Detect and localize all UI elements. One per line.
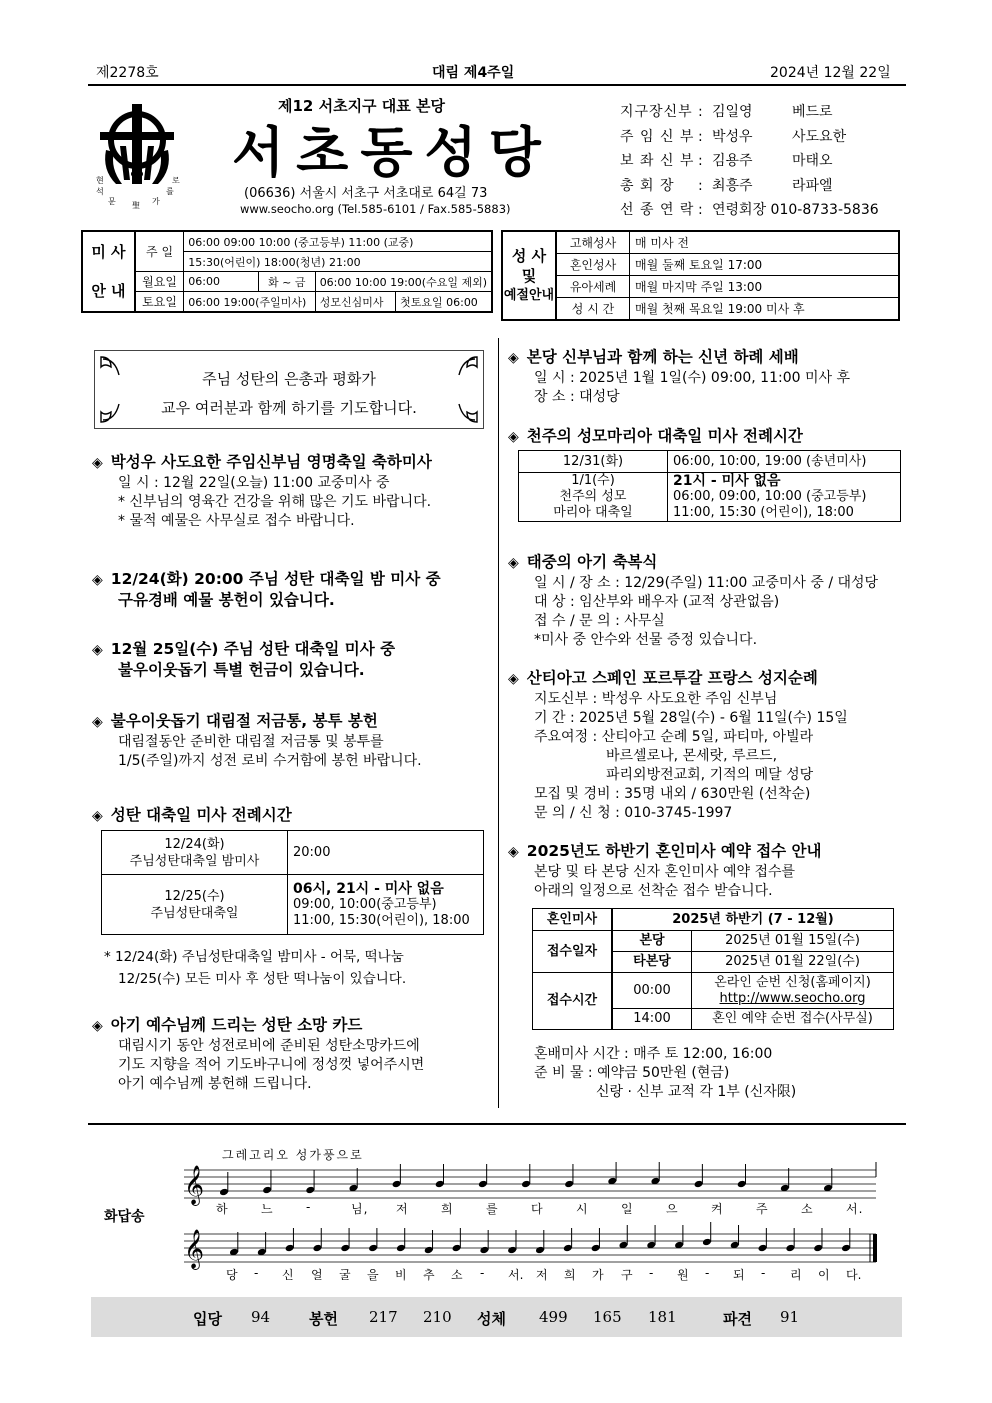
sacrament-label: 성 사 및 예절안내	[502, 231, 556, 320]
christmas-notes: * 12/24(화) 주님성탄대축일 밤미사 - 어묵, 떡나눔 12/25(수) 모든 미사 후 성탄 떡나눔이 있습니다.	[104, 949, 407, 987]
psalm-label: 화답송	[104, 1209, 145, 1225]
section-pilgrimage: ◈ 산티아고 스페인 포르투갈 프랑스 성지순례 지도신부 : 박성우 사도요한 주임 신부님 기 간 : 2025년 5월 28일(수) - 6월 11일(수) 15일 주요여정 : 산티아고 순례 5일, 파티마, 아빌라 바르셀로나, 몬세랏, 루르드, 파리외방전교회, 기적의 메달 성당 모집 및 경비 : 35명 내외 / 630만원 (선착순) 문 의 / 신 청 : 010-3745-1997	[508, 669, 848, 821]
mary-solemnity-table: 12/31(화) 06:00, 10:00, 19:00 (송년미사) 1/1(수) 천주의 성모 마리아 대축일 21시 - 미사 없음 06:00, 09:00, 10:00 (중고등부) 11:00, 15:30 (어린이), 18:00	[518, 450, 901, 522]
lyric-syllable: -	[480, 1266, 485, 1280]
section-christmas-eve: ◈ 12/24(화) 20:00 주님 성탄 대축일 밤 미사 중 구유경배 예물 봉헌이 있습니다.	[92, 570, 441, 609]
lyric-syllable: 얼	[311, 1268, 323, 1282]
lyric-syllable: 서.	[846, 1202, 864, 1216]
section-unborn-blessing: ◈ 태중의 아기 축복식 일 시 / 장 소 : 12/29(주일) 11:00 교중미사 중 / 대성당 대 상 : 임산부와 배우자 (교적 상관없음) 접 수 / 문 의 : 사무실 *미사 중 안수와 선물 증정 있습니다.	[508, 553, 879, 648]
church-address: (06636) 서울시 서초구 서초대로 64길 73	[244, 186, 488, 201]
sacrament-table: 성 사 및 예절안내 고해성사 매 미사 전 혼인성사 매월 둘째 토요일 17:00 유아세례 매월 마지막 주일 13:00 성 시 간 매월 첫째 목요일 19:00 미사 후	[501, 230, 900, 321]
logo-text-7: 를	[166, 187, 174, 196]
lyric-syllable: 주	[756, 1202, 769, 1216]
logo-text-2: 석	[96, 187, 104, 196]
lyric-syllable: 저	[396, 1202, 409, 1216]
lyric-syllable: 희	[441, 1202, 454, 1216]
psalm-mode: 그레고리오 성가풍으로	[222, 1148, 364, 1162]
logo-text-4: 聖	[132, 201, 140, 210]
lyric-syllable: -	[761, 1266, 766, 1280]
staff-list	[620, 100, 879, 223]
lyric-syllable: 비	[395, 1268, 407, 1282]
hymn-numbers-bar: 입당 94 봉헌 217 210 성체 499 165 181 파견 91	[91, 1297, 902, 1337]
christmas-greeting	[94, 350, 484, 429]
church-subtitle: 제12 서초지구 대표 본당	[278, 97, 445, 115]
section-christmas-schedule: ◈ 성탄 대축일 미사 전례시간	[92, 806, 292, 824]
lyric-syllable: 서.	[508, 1268, 524, 1282]
lyric-syllable: 희	[564, 1268, 576, 1282]
mass-schedule-table: 미 사 주 일 06:00 09:00 10:00 (중고등부) 11:00 (교중) 15:30(어린이) 18:00(청년) 21:00 안 내 월요일 06:00 화 ~ 금 06:00 10:00 19:00(수요일 제외) 토요일 06:00 19:00(주일미사) 성모신심미사 첫토요일 06:00	[81, 230, 493, 313]
lyric-syllable: 가	[592, 1268, 604, 1282]
logo-text-3: 문	[108, 197, 116, 206]
wedding-notes: 혼배미사 시간 : 매주 토 12:00, 16:00 준 비 물 : 예약금 50만원 (현금) 신랑 · 신부 교적 각 1부 (신자限)	[534, 1046, 797, 1100]
lyric-syllable: 님,	[351, 1202, 369, 1216]
lyric-syllable: 추	[423, 1268, 435, 1282]
lyric-syllable: 굴	[339, 1268, 351, 1282]
lyric-syllable: 당	[226, 1268, 238, 1282]
liturgical-day: 대림 제4주일	[432, 65, 515, 81]
section-advent-offering: ◈ 불우이웃돕기 대림절 저금통, 봉투 봉헌 대림절동안 준비한 대림절 저금통 및 봉투를 1/5(주일)까지 성전 로비 수거함에 봉헌 바랍니다.	[92, 712, 422, 769]
lyric-syllable: 원	[677, 1268, 689, 1282]
lyric-syllable: -	[705, 1266, 710, 1280]
section-mary-solemnity: ◈ 천주의 성모마리아 대축일 미사 전례시간	[508, 427, 803, 445]
logo-text-5: 가	[152, 197, 160, 206]
issue-number: 제2278호	[96, 65, 159, 81]
lyric-syllable: 켜	[711, 1202, 724, 1216]
staff-row: 주 임 신 부 : 박성우 사도요한	[620, 128, 847, 145]
section-namesday-mass: ◈ 박성우 사도요한 주임신부님 영명축일 축하미사 일 시 : 12월 22일(오늘) 11:00 교중미사 중 * 신부님의 영육간 건강을 위해 많은 기도 바랍니다. * 물적 예물은 사무실로 접수 바랍니다.	[92, 453, 432, 529]
psalm-lyrics-line2	[226, 1266, 866, 1282]
christmas-schedule-table: 12/24(화) 주님성탄대축일 밤미사 20:00 12/25(수) 주님성탄대축일 06시, 21시 - 미사 없음 09:00, 10:00(중고등부) 11:00, 15:30(어린이), 18:00	[101, 830, 484, 935]
lyric-syllable: 을	[367, 1268, 379, 1282]
staff-row: 보 좌 신 부 : 김용주 마태오	[620, 153, 833, 169]
lyric-syllable: 저	[536, 1268, 548, 1282]
lyric-syllable: 되	[733, 1268, 745, 1282]
treble-clef-icon: 𝄞	[184, 1165, 205, 1205]
lyric-syllable: -	[649, 1266, 654, 1280]
section-wish-card: ◈ 아기 예수님께 드리는 성탄 소망 카드 대림시기 동안 성전로비에 준비된 성탄소망카드에 기도 지향을 적어 기도바구니에 정성껏 넣어주시면 아기 예수님께 봉헌해 드립니다.	[92, 1016, 425, 1092]
section-new-year-greeting: ◈ 본당 신부님과 함께 하는 신년 하례 세배 일 시 : 2025년 1월 1일(수) 09:00, 11:00 미사 후 장 소 : 대성당	[508, 348, 850, 405]
column-divider	[498, 338, 499, 1108]
church-contact[interactable]: www.seocho.org (Tel.585-6101 / Fax.585-5883)	[240, 202, 511, 216]
staff-row: 선 종 연 락 : 연령회장 010-8733-5836	[620, 202, 879, 218]
lyric-syllable: 일	[621, 1202, 634, 1216]
lyric-syllable: -	[254, 1266, 259, 1280]
lyric-syllable: 다.	[846, 1268, 862, 1282]
treble-clef-icon: 𝄞	[184, 1229, 205, 1269]
lyric-syllable: 를	[486, 1202, 499, 1216]
header-divider	[88, 84, 906, 86]
lyric-syllable: 다	[531, 1202, 544, 1216]
footer-divider	[88, 1123, 906, 1125]
section-christmas-day: ◈ 12월 25일(수) 주님 성탄 대축일 미사 중 불우이웃돕기 특별 헌금이 있습니다.	[92, 640, 396, 679]
staff-row: 지구장신부 : 김일영 베드로	[620, 104, 833, 120]
lyric-syllable: 구	[621, 1268, 633, 1282]
lyric-syllable: 이	[818, 1268, 830, 1282]
homepage-link[interactable]: http://www.seocho.org	[719, 990, 866, 1006]
section-wedding-reservation: ◈ 2025년도 하반기 혼인미사 예약 접수 안내 본당 및 타 본당 신자 혼인미사 예약 접수를 아래의 일정으로 선착순 접수 받습니다.	[508, 842, 822, 899]
logo-text-6: 로	[172, 176, 180, 185]
lyric-syllable: 소	[451, 1268, 463, 1282]
lyric-syllable: 으	[666, 1202, 679, 1216]
mass-label: 미 사	[82, 231, 135, 272]
staff-row: 총 회 장 : 최흥주 라파엘	[620, 177, 833, 194]
bulletin-date: 2024년 12월 22일	[770, 65, 891, 81]
lyric-syllable: 하	[216, 1202, 229, 1216]
lyric-syllable: 소	[801, 1202, 814, 1216]
psalm-lyrics-line1	[216, 1200, 866, 1216]
greeting-line: 교우 여러분과 함께 하기를 기도합니다.	[161, 399, 417, 417]
church-name: 서초동성당	[232, 121, 553, 184]
logo-text-1: 현	[96, 176, 104, 185]
lyric-syllable: 리	[790, 1268, 802, 1282]
lyric-syllable: 신	[282, 1268, 294, 1282]
greeting-line: 주님 성탄의 은총과 평화가	[202, 370, 376, 388]
lyric-syllable: 시	[576, 1202, 589, 1216]
lyric-syllable: -	[306, 1200, 312, 1214]
lyric-syllable: 느	[261, 1202, 274, 1216]
wedding-reservation-table: 혼인미사 2025년 하반기 (7 - 12월) 접수일자 본당 2025년 01월 15일(수) 타본당 2025년 01월 22일(수) 접수시간 00:00 온라인 순번 신청(홈페이지) http://www.seocho.org 14:00 혼인 예약 순번 접수(사무실)	[532, 908, 894, 1030]
